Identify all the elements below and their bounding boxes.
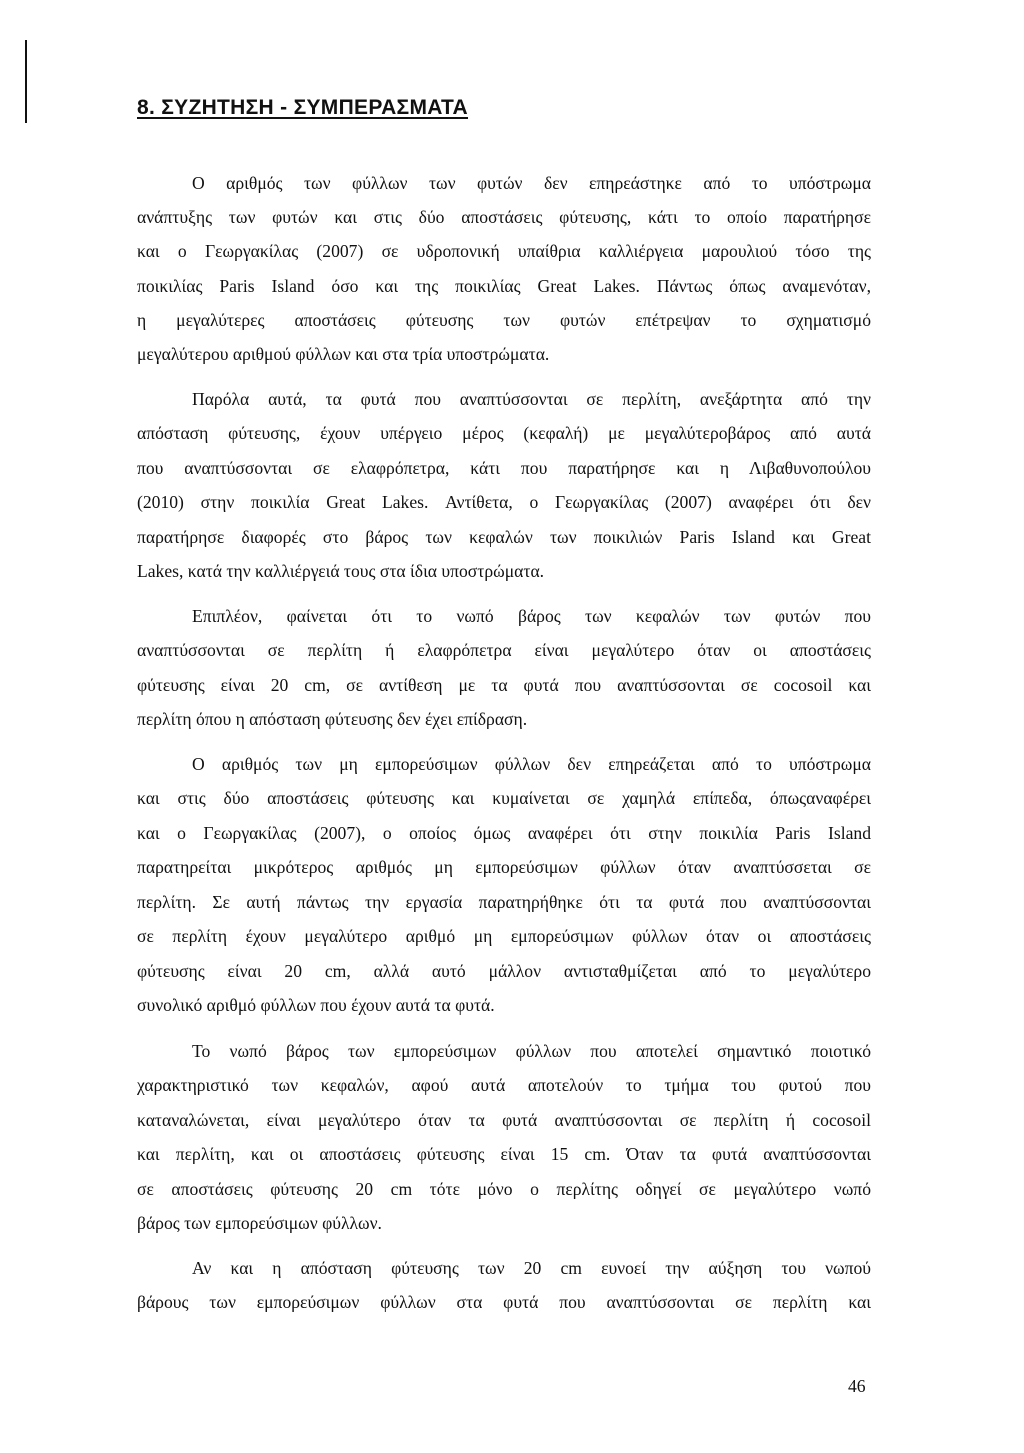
text-line: φύτευσης είναι 20 cm, αλλά αυτό μάλλον αντισταθμίζεται από το μεγαλύτερο [137, 961, 871, 981]
text-line: μεγαλύτερου αριθμού φύλλων και στα τρία υποστρώματα. [137, 344, 550, 364]
text-line: σε περλίτη έχουν μεγαλύτερο αριθμό μη εμπορεύσιμων φύλλων όταν οι αποστάσεις [137, 926, 871, 946]
text-line: και περλίτη, και οι αποστάσεις φύτευσης είναι 15 cm. Όταν τα φυτά αναπτύσσονται [137, 1144, 871, 1164]
text-line: Ο αριθμός των μη εμπορεύσιμων φύλλων δεν επηρεάζεται από το υπόστρωμα [192, 754, 871, 774]
text-line: ποικιλίας Paris Island όσο και της ποικιλίας Great Lakes. Πάντως όπως αναμενόταν, [137, 276, 871, 296]
text-line: βάρους των εμπορεύσιμων φύλλων στα φυτά που αναπτύσσονται σε περλίτη και [137, 1292, 871, 1312]
text-line: αναπτύσσονται σε περλίτη ή ελαφρόπετρα είναι μεγαλύτερο όταν οι αποστάσεις [137, 640, 871, 660]
text-line: Αν και η απόσταση φύτευσης των 20 cm ευνοεί την αύξηση του νωπού [192, 1258, 871, 1278]
text-line: Το νωπό βάρος των εμπορεύσιμων φύλλων που αποτελεί σημαντικό ποιοτικό [192, 1041, 871, 1061]
text-line: φύτευσης είναι 20 cm, σε αντίθεση με τα φυτά που αναπτύσσονται σε cocosoil και [137, 675, 871, 695]
text-line: παρατήρησε διαφορές στο βάρος των κεφαλών των ποικιλιών Paris Island και Great [137, 527, 871, 547]
text-line: καταναλώνεται, είναι μεγαλύτερο όταν τα φυτά αναπτύσσονται σε περλίτη ή cocosoil [137, 1110, 871, 1130]
text-line: Lakes, κατά την καλλιέργειά τους στα ίδια υποστρώματα. [137, 561, 545, 581]
text-line: Ο αριθμός των φύλλων των φυτών δεν επηρεάστηκε από το υπόστρωμα [192, 173, 871, 193]
text-line: απόσταση φύτευσης, έχουν υπέργειο μέρος (κεφαλή) με μεγαλύτεροβάρος από αυτά [137, 423, 871, 443]
text-line: χαρακτηριστικό των κεφαλών, αφού αυτά αποτελούν το τμήμα του φυτού που [137, 1075, 871, 1095]
text-line: (2010) στην ποικιλία Great Lakes. Αντίθετα, ο Γεωργακίλας (2007) αναφέρει ότι δεν [137, 492, 871, 512]
text-line: που αναπτύσσονται σε ελαφρόπετρα, κάτι που παρατήρησε και η Λιβαθυνοπούλου [137, 458, 871, 478]
text-line: παρατηρείται μικρότερος αριθμός μη εμπορεύσιμων φύλλων όταν αναπτύσσεται σε [137, 857, 871, 877]
text-line: Παρόλα αυτά, τα φυτά που αναπτύσσονται σε περλίτη, ανεξάρτητα από την [192, 389, 871, 409]
text-line: περλίτη όπου η απόσταση φύτευσης δεν έχει επίδραση. [137, 709, 528, 729]
section-heading: 8. ΣΥΖΗΤΗΣΗ - ΣΥΜΠΕΡΑΣΜΑΤΑ [137, 96, 469, 119]
text-line: η μεγαλύτερες αποστάσεις φύτευσης των φυτών επέτρεψαν το σχηματισμό [137, 310, 871, 330]
text-line: ανάπτυξης των φυτών και στις δύο αποστάσεις φύτευσης, κάτι το οποίο παρατήρησε [137, 207, 871, 227]
text-line: βάρος των εμπορεύσιμων φύλλων. [137, 1213, 382, 1233]
page-number: 46 [848, 1376, 866, 1396]
text-line: Επιπλέον, φαίνεται ότι το νωπό βάρος των κεφαλών των φυτών που [192, 606, 871, 626]
margin-rule [25, 40, 27, 123]
text-line: και ο Γεωργακίλας (2007) σε υδροπονική υπαίθρια καλλιέργεια μαρουλιού τόσο της [137, 241, 871, 261]
text-line: περλίτη. Σε αυτή πάντως την εργασία παρατηρήθηκε ότι τα φυτά που αναπτύσσονται [137, 892, 871, 912]
text-line: σε αποστάσεις φύτευσης 20 cm τότε μόνο ο περλίτης οδηγεί σε μεγαλύτερο νωπό [137, 1179, 871, 1199]
text-line: και ο Γεωργακίλας (2007), ο οποίος όμως αναφέρει ότι στην ποικιλία Paris Island [137, 823, 871, 843]
text-line: συνολικό αριθμό φύλλων που έχουν αυτά τα φυτά. [137, 995, 495, 1015]
text-line: και στις δύο αποστάσεις φύτευσης και κυμαίνεται σε χαμηλά επίπεδα, όπωςαναφέρει [137, 788, 871, 808]
